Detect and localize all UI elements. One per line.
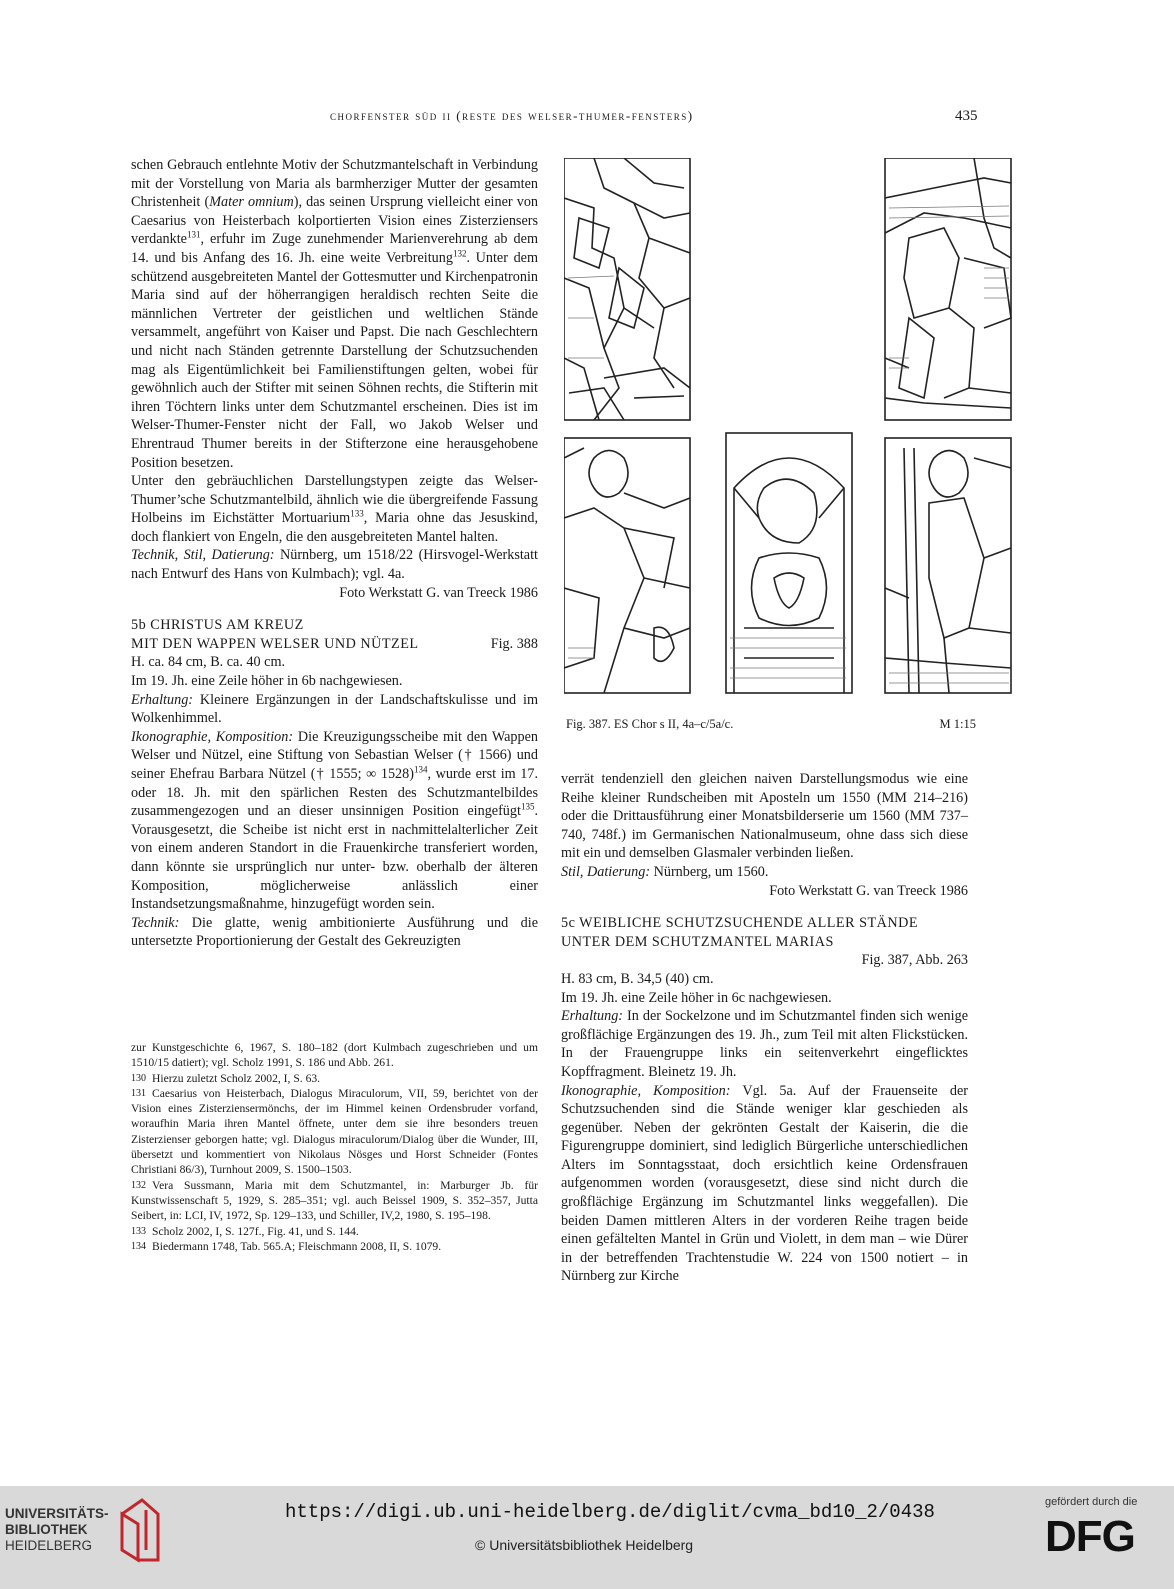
footnote-ref: 133: [350, 508, 364, 519]
ikonographie: Ikonographie, Komposition: Die Kreuzigungsscheibe mit den Wappen Welser und Nützel, eine Stiftung von Sebastian Welser († 1566) und seiner Ehefrau Barbara Nützel († 1555; ∞ 1528)$^{134}$, wurde erst im 17. oder 18. Jh. mit den spärlichen Resten des Schutzmantelbildes zusammengezogen und an dieser unsinnigen Position eingefügt$^{135}$. Vorausgesetzt, die Scheibe ist nicht erst in nachmittelalterlicher Zeit von einem anderen Standort in die Frauenkirche transferiert worden, dann könnte sie ursprünglich nur unter- bzw. oberhalb der älteren Komposition, möglicherweise anlässlich einer Instandsetzungsmaßnahme, hinzugefügt worden sein.: [131, 728, 538, 913]
photo-credit: Foto Werkstatt G. van Treeck 1986: [339, 584, 538, 601]
footnote: 132 Vera Sussmann, Maria mit dem Schutzmantel, in: Marburger Jb. für Kunstwissenschaft 5, 1929, S. 285–351; vgl. auch Beissel 1909, S. 352–357, Jutta Seibert, in: LCI, IV, 1972, Sp. 129–133, und Schiller, IV,2, 1980, S. 195–198.: [131, 1178, 538, 1223]
right-column: [561, 770, 968, 1286]
technik-stil: Technik, Stil, Datierung: Nürnberg, um 1518/22 (Hirsvogel-Werkstatt nach Entwurf des Hans von Kulmbach); vgl. 4a.: [131, 547, 538, 583]
dimensions: H. 83 cm, B. 34,5 (40) cm.: [561, 970, 714, 987]
library-logo-icon: [118, 1494, 162, 1564]
funding-label: gefördert durch die: [1045, 1496, 1138, 1508]
erhaltung: Erhaltung: Kleinere Ergänzungen in der Landschaftskulisse und im Wolkenhimmel.: [131, 691, 538, 727]
footnote-ref: 132: [452, 248, 467, 259]
footnote-ref: 131: [186, 229, 201, 240]
footnote: 130 Hierzu zuletzt Scholz 2002, I, S. 63.: [131, 1071, 321, 1085]
paragraph: schen Gebrauch entlehnte Motiv der Schutzmantelschaft in Verbindung mit der Vorstellung von Maria als barmherziger Mutter der gesamten Christenheit (Mater omnium), das seinen Ursprung vielleicht einer von Caesarius von Heisterbach kolportierten Vision eines Zisterziensers verdankte$^{131}$, erfuhr im Zuge zunehmender Marienverehrung ab dem 14. und bis Anfang des 16. Jh. eine weite Verbreitung$^{132}$. Unter dem schützend ausgebreiteten Mantel der Gottesmutter und Kirchenpatronin Maria sind auf der höherrangigen heraldisch rechten Seite die männlichen Vertreter der geistlichen und weltlichen Stände versammelt, angeführt von Kaiser und Papst. Die nach Geschlechtern und nicht nach Ständen getrennte Darstellung der Schutzsuchenden mag als Eigentümlichkeit bei Familienstiftungen gelten, wobei für gewöhnlich auch der Stifter mit seinen Söhnen rechts, die Stifterin mit ihren Töchtern links unter dem Schutzmantel erscheinen. Dies ist im Welser-Thumer-Fenster nicht der Fall, wo Jakob Welser und Ehrentraud Thumer bereits in der Stifterzone eine herausgehobene Position besetzen.: [131, 157, 539, 471]
dfg-logo: DFG: [1045, 1512, 1135, 1561]
figure-caption: Fig. 387. ES Chor s II, 4a–c/5a/c. M 1:15: [566, 717, 976, 731]
footer-bar: [0, 1486, 1174, 1589]
section-heading-5c: 5c WEIBLICHE SCHUTZSUCHENDE ALLER STÄNDE: [561, 915, 919, 932]
figure-ref: Fig. 388: [490, 635, 538, 652]
footnote: 134 Biedermann 1748, Tab. 565.A; Fleischmann 2008, II, S. 1079.: [131, 1239, 442, 1253]
footnote: 131 Caesarius von Heisterbach, Dialogus Miraculorum, VII, 59, berichtet von der Vision eines Zisterziensermönchs, der im Himmel keinen Ordensbruder vorfand, woraufhin Maria ihren Mantel öffnete, unter dem sie ihre besonders treuen Zisterzienser geborgen hatte; vgl. Dialogus miraculorum/Dialog über die Wunder, III, übersetzt und kommentiert von Nikolaus Nösges und Horst Schneider (Fontes Christiani 86/3), Turnhout 2009, S. 1500–1503.: [131, 1086, 538, 1177]
section-heading-5b-line2: MIT DEN WAPPEN WELSER UND NÜTZEL Fig. 388: [131, 635, 538, 652]
footnote-ref: 134: [413, 764, 428, 775]
footnote-ref: 135: [520, 801, 535, 812]
paragraph: Unter den gebräuchlichen Darstellungstypen zeigte das Welser-Thumer’sche Schutzmantelbild, ähnlich wie die übergreifende Fassung Holbeins im Eichstätter Mortuarium$^{133}$, Maria ohne das Jesuskind, doch flankiert von Engeln, die den ausgebreiteten Mantel halten.: [131, 473, 538, 545]
figure-ref: Fig. 387, Abb. 263: [861, 952, 968, 969]
section-heading-5b: 5b CHRISTUS AM KREUZ: [131, 617, 304, 634]
figure-scale: M 1:15: [939, 717, 976, 731]
dimensions: H. ca. 84 cm, B. ca. 40 cm.: [131, 654, 286, 671]
left-column: [131, 156, 538, 951]
copyright: © Universitätsbibliothek Heidelberg: [475, 1537, 694, 1553]
footnote: 133 Scholz 2002, I, S. 127f., Fig. 41, und S. 144.: [131, 1224, 359, 1238]
photo-credit: Foto Werkstatt G. van Treeck 1986: [769, 882, 968, 899]
running-title: chorfenster süd ii (reste des welser-thumer-fensters): [330, 108, 694, 123]
footnote: zur Kunstgeschichte 6, 1967, S. 180–182 (dort Kulmbach zugeschrieben und um 1510/15 datiert); vgl. Scholz 1991, S. 186 und Abb. 261.: [131, 1041, 538, 1070]
footnotes: [131, 1040, 538, 1254]
technik: Technik: Die glatte, wenig ambitionierte Ausführung und die untersetzte Proportionierung der Gestalt des Gekreuzigten: [131, 914, 538, 950]
stil-datierung: Stil, Datierung: Nürnberg, um 1560.: [561, 863, 769, 880]
paragraph: verrät tendenziell den gleichen naiven Darstellungsmodus wie eine Reihe kleiner Rundscheiben mit Aposteln um 1550 (MM 214–216) oder die Drittausführung einer Monatsbilderserie um 1560 (MM 737–740, 748f.) im Germanischen Nationalmuseum, ohne dass sich diese mit ein und demselben Glasmaler verbinden ließen.: [561, 771, 968, 862]
page-number: 435: [955, 108, 978, 124]
ikonographie: Ikonographie, Komposition: Vgl. 5a. Auf der Frauenseite der Schutzsuchenden sind die Stände weniger klar geschieden als gegenüber. Neben der gekrönten Gestalt der Kaiserin, die die Figurengruppe dominiert, sind lediglich Bürgerliche unterschiedlichen Alters im Sonntagsstaat, doch ersichtlich keine Ordensfrauen aufgenommen worden (vorausgesetzt, diese sind nicht durch die großflächige Ergänzung im Schutzmantel links weggefallen). Die beiden Damen mittleren Alters in der vorderen Reihe tragen beide einen gefältelten Mantel in Grün und Violett, in dem man – wie Dürer in der betreffenden Trachtenstudie W. 224 von 1500 notiert – in Nürnberg zur Kirche: [561, 1082, 969, 1285]
location-note: Im 19. Jh. eine Zeile höher in 6b nachgewiesen.: [131, 673, 403, 690]
section-heading-5c-line2: UNTER DEM SCHUTZMANTEL MARIAS: [561, 933, 834, 950]
library-name: UNIVERSITÄTS- BIBLIOTHEK HEIDELBERG: [5, 1506, 109, 1553]
location-note: Im 19. Jh. eine Zeile höher in 6c nachgewiesen.: [561, 989, 832, 1006]
erhaltung: Erhaltung: In der Sockelzone und im Schutzmantel finden sich wenige großflächige Ergänzungen des 19. Jh., zum Teil mit alten Flickstücken. In der Frauengruppe links ein seitenverkehrt eingeflicktes Kopffragment. Bleinetz 19. Jh.: [561, 1008, 968, 1080]
document-url-link[interactable]: https://digi.ub.uni-heidelberg.de/diglit/cvma_bd10_2/0438: [285, 1501, 935, 1523]
stained-glass-figure: [564, 158, 1024, 703]
